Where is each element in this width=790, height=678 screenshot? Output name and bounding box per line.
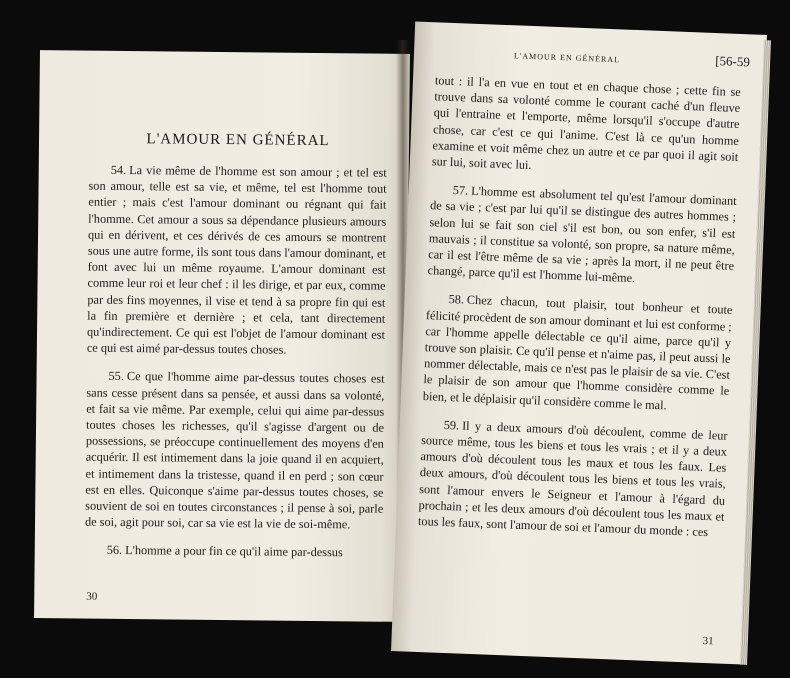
paragraph-text: L'homme est absolument tel qu'est l'amour dominant de sa vie ; c'est par lui qu'il se distingue des autres hommes ; selon lui se fait son ciel s'il est bon, ou son enfer, s'il est mauvais ; il constitue sa volonté, son propre, sa nature même, car il est l'être même de sa vie ; après la mort, il ne peut être changé, parce qu'il est l'homme lui-même. xyxy=(427,183,737,286)
right-page xyxy=(391,21,767,664)
paragraph-55 xyxy=(85,368,385,533)
section-range: [56-59 xyxy=(714,53,751,70)
paragraph-number: 57. xyxy=(452,183,469,198)
paragraph-57 xyxy=(427,181,737,290)
paragraph-number: 56. xyxy=(106,543,123,558)
paragraph-text: Ce que l'homme aime par-dessus toutes choses est sans cesse présent dans sa pensée, et aussi dans sa volonté, et fait sa vie même. Par exemple, celui qui aime par-dessus toutes choses les richesses, qu'il s'agisse d'argent ou de possessions, se préoccupe continuellement des moyens d'en acquérir. Il est intimement dans la joie quand il en acquiert, et intimement dans la tristesse, quand il en perd ; son cœur est en elles. Quiconque s'aime par-dessus toutes choses, se souvient de soi en toutes circonstances ; il pense à soi, parle de soi, agit pour soi, car sa vie est la vie de soi-même. xyxy=(84,369,385,532)
paragraph-54 xyxy=(87,162,387,360)
running-head: L'AMOUR EN GÉNÉRAL xyxy=(513,51,621,65)
paragraph-number: 55. xyxy=(108,369,125,384)
paragraph-text: L'homme a pour fin ce qu'il aime par-dessus xyxy=(125,543,343,560)
paragraph-number: 54. xyxy=(110,162,127,177)
left-page xyxy=(34,50,410,622)
chapter-title: L'AMOUR EN GÉNÉRAL xyxy=(146,131,330,150)
paragraph-58 xyxy=(423,291,733,416)
paragraph-text: Il y a deux amours d'où découlent, comme de leur source même, tous les biens et tous les vrais ; et il y a deux amours d'où découlent tous les maux et tous les faux. Les deux amours, d'où découlent tous les biens et tous les vrais, sont l'amour envers le Seigneur et l'amour à l'égard du prochain ; et les deux amours d'où découlent tous les maux et tous les faux, sont l'amour de soi et l'amour du monde : ces xyxy=(417,418,728,540)
paragraph-56 xyxy=(85,542,383,561)
paragraph-number: 58. xyxy=(448,292,465,307)
paragraph-59 xyxy=(418,416,728,541)
paragraph-number: 59. xyxy=(443,417,460,433)
page-number-right: 31 xyxy=(702,634,714,648)
paragraph-text: La vie même de l'homme est son amour ; et tel est son amour, telle est sa vie, et même, tel est l'homme tout entier ; mais c'est l'amour dominant ou régnant qui fait l'homme. Cet amour a sous sa dépendance plusieurs amours qui en dérivent, et ces dérivés de ces amours se montrent sous une autre forme, ils sont tous dans l'amour dominant, et font avec lui un même royaume. L'amour dominant est comme leur roi et leur chef : il les dirige, et par eux, comme par des fins moyennes, il vise et tend à sa propre fin qui est la fin première et dernière ; et cela, tant directement qu'indirectement. Ce qui est l'objet de l'amour dominant est ce qui est aimé par-dessus toutes choses. xyxy=(86,163,387,357)
page-number-left: 30 xyxy=(86,590,98,603)
paragraph-56-continued: tout : il l'a en vue en tout et en chaque chose ; cette fin se trouve dans sa volonté comme le courant caché d'un fleuve qui l'entraine et l'emporte, même lorsqu'il s'occupe d'autre chose, car c'est ce qui l'anime. C'est là ce qu'un homme examine et voit même chez un autre et ce par quoi il agit soit sur lui, soit avec lui. xyxy=(431,73,742,173)
paragraph-text: Chez chacun, tout plaisir, tout bonheur et toute félicité procèdent de son amour dominant et lui est conforme ; car l'homme appelle délectable ce qu'il aime, parce qu'il y trouve son plaisir. Ce qu'il pense et n'aime pas, il peut aussi le nommer délectable, mais ce n'est pas le plaisir de sa vie. C'est le plaisir de son amour que l'homme considère comme le bien, et le déplaisir qu'il considère comme le mal. xyxy=(422,293,733,413)
